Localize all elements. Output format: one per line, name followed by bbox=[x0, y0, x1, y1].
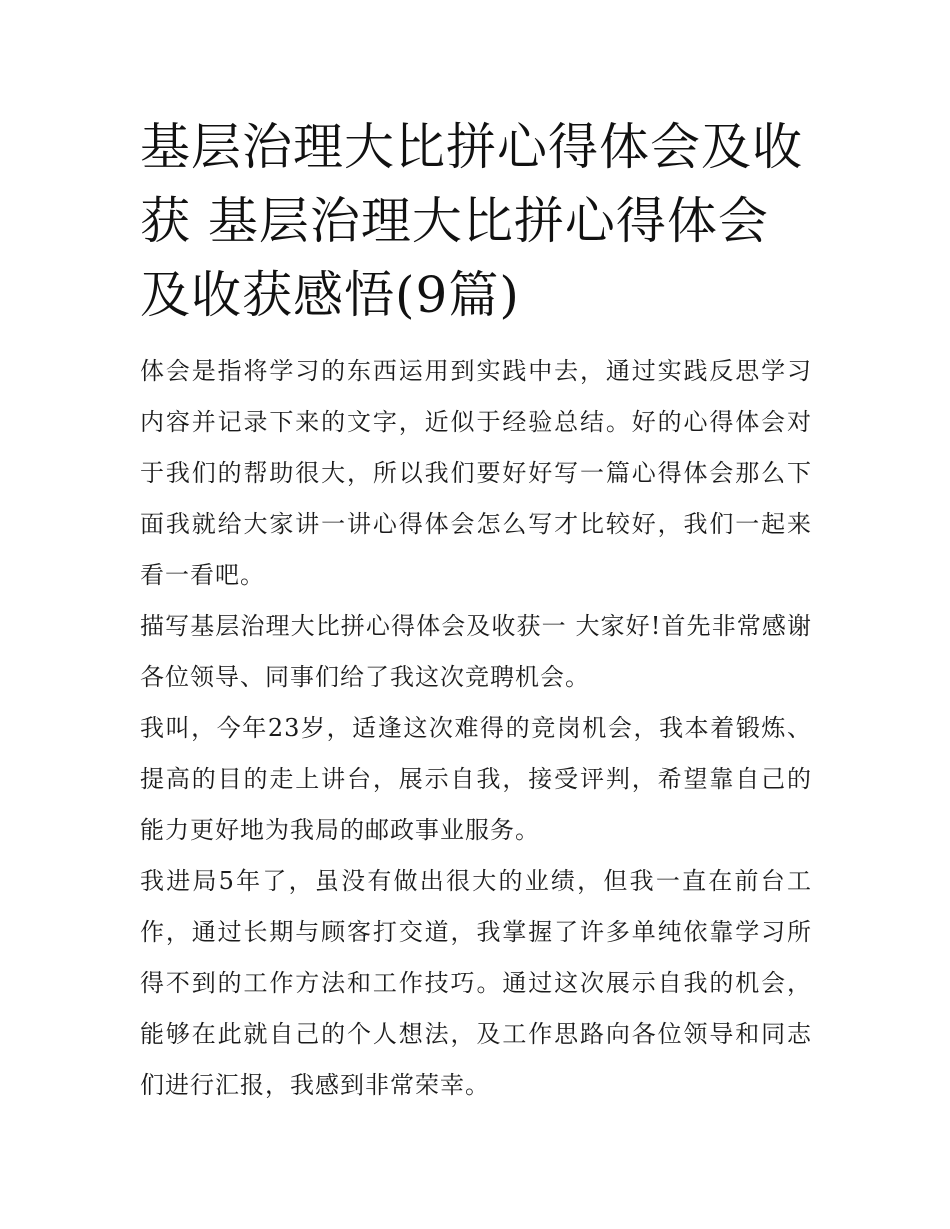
paragraph-intro: 体会是指将学习的东西运用到实践中去，通过实践反思学习内容并记录下来的文字，近似于经验总结。好的心得体会对于我们的帮助很大，所以我们要好好写一篇心得体会那么下面我就给大家讲一讲心得体会怎么写才比较好，我们一起来看一看吧。 bbox=[140, 357, 812, 589]
paragraph-greeting: 描写基层治理大比拼心得体会及收获一 大家好!首先非常感谢各位领导、同事们给了我这次竞聘机会。 bbox=[140, 612, 812, 691]
paragraph-experience: 我进局5年了，虽没有做出很大的业绩，但我一直在前台工作，通过长期与顾客打交道，我掌握了许多单纯依靠学习所得不到的工作方法和工作技巧。通过这次展示自我的机会，能够在此就自己的个人想法，及工作思路向各位领导和同志们进行汇报，我感到非常荣幸。 bbox=[140, 867, 812, 1099]
paragraph-self-intro: 我叫，今年23岁，适逢这次难得的竞岗机会，我本着锻炼、提高的目的走上讲台，展示自我，接受评判，希望靠自己的能力更好地为我局的邮政事业服务。 bbox=[140, 714, 812, 844]
page-title: 基层治理大比拼心得体会及收获 基层治理大比拼心得体会及收获感悟(9篇) bbox=[140, 118, 803, 324]
document-body bbox=[140, 110, 812, 1111]
